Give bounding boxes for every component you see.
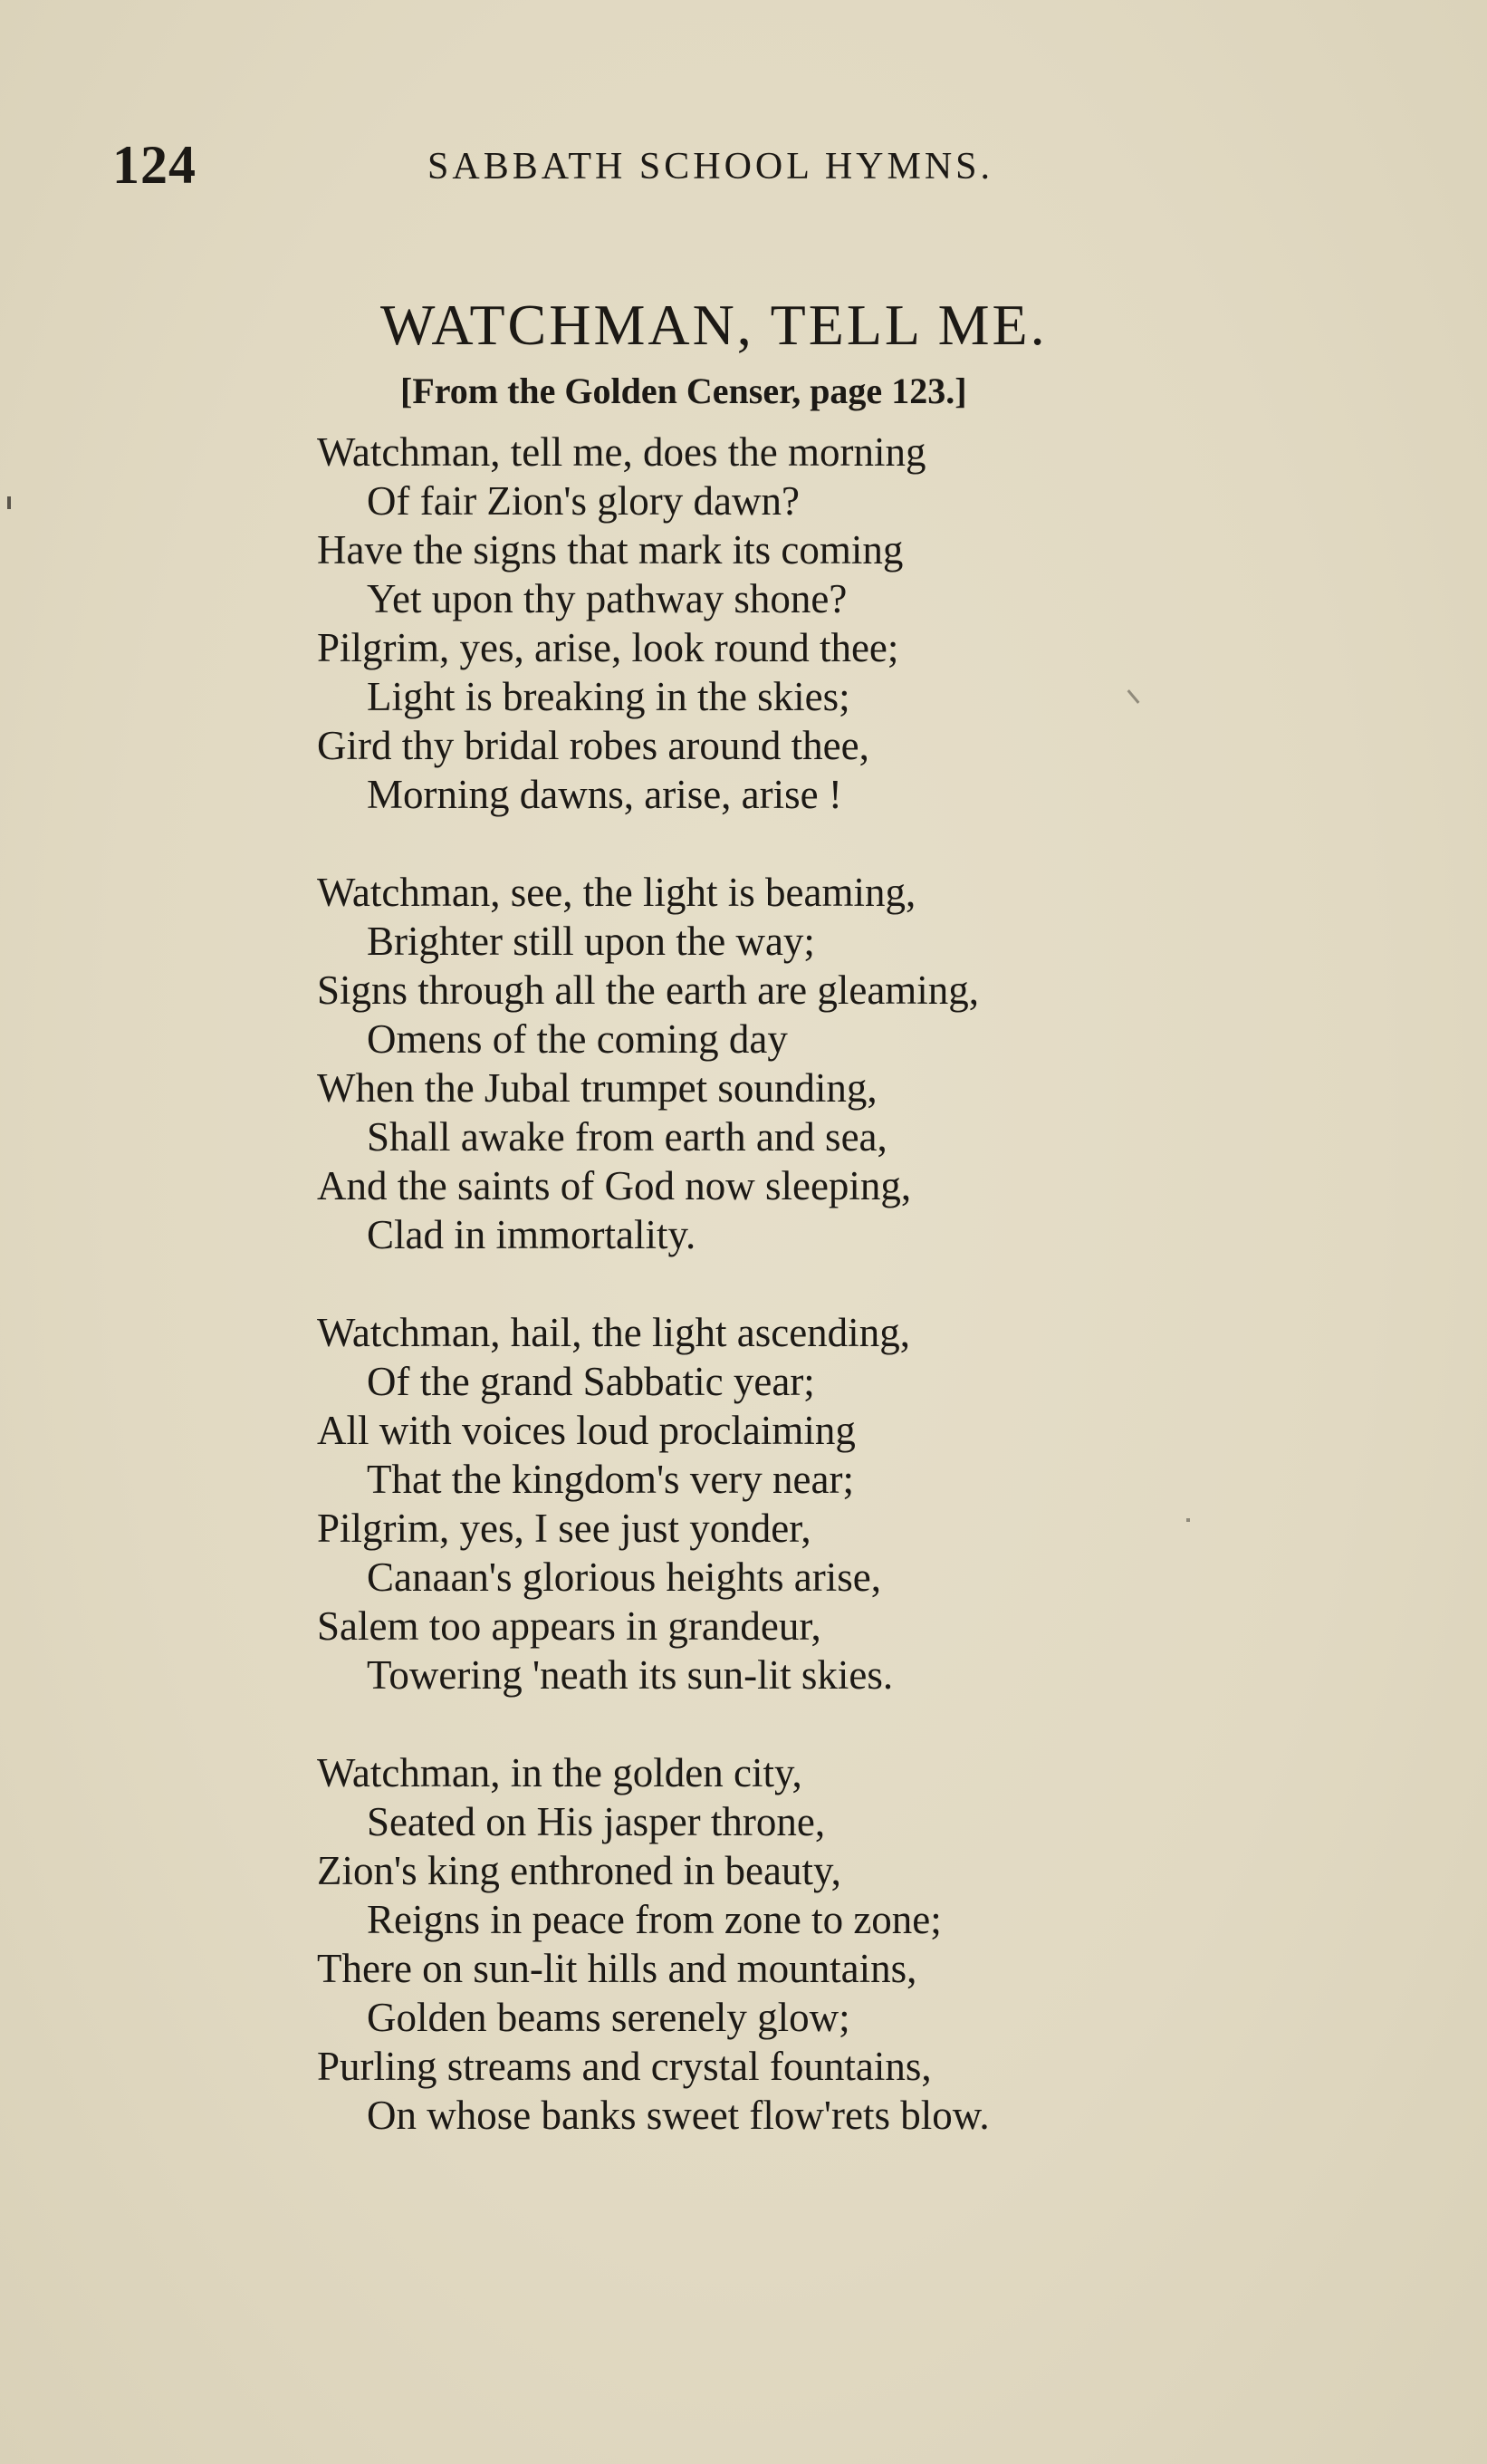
verse-line: Of the grand Sabbatic year; xyxy=(367,1359,815,1404)
verse-line: Reigns in peace from zone to zone; xyxy=(367,1897,942,1942)
verse-line: On whose banks sweet flow'rets blow. xyxy=(367,2093,990,2138)
verse-line: Clad in immortality. xyxy=(367,1212,696,1257)
stanza-3 xyxy=(317,1308,1404,1699)
hymn-source: [From the Golden Censer, page 123.] xyxy=(400,371,967,411)
verse-line: Watchman, hail, the light ascending, xyxy=(317,1310,910,1355)
verse-line: Watchman, in the golden city, xyxy=(317,1750,802,1795)
verse-line: Have the signs that mark its coming xyxy=(317,527,904,573)
verse-line: Morning dawns, arise, arise ! xyxy=(367,772,842,817)
verse-line: And the saints of God now sleeping, xyxy=(317,1163,912,1208)
verse-line: Of fair Zion's glory dawn? xyxy=(367,478,800,524)
verse-line: Shall awake from earth and sea, xyxy=(367,1114,887,1160)
hymn-body xyxy=(317,428,1404,2189)
verse-line: Watchman, see, the light is beaming, xyxy=(317,870,916,915)
hymn-title: WATCHMAN, TELL ME. xyxy=(380,293,1048,357)
verse-line: Canaan's glorious heights arise, xyxy=(367,1554,881,1600)
verse-line: Signs through all the earth are gleaming, xyxy=(317,967,980,1013)
verse-line: Pilgrim, yes, arise, look round thee; xyxy=(317,625,899,670)
verse-line: Watchman, tell me, does the morning xyxy=(317,429,926,475)
verse-line: All with voices loud proclaiming xyxy=(317,1408,856,1453)
verse-line: There on sun-lit hills and mountains, xyxy=(317,1946,917,1991)
verse-line: Yet upon thy pathway shone? xyxy=(367,576,848,621)
verse-line: Zion's king enthroned in beauty, xyxy=(317,1848,841,1893)
verse-line: Towering 'neath its sun-lit skies. xyxy=(367,1652,894,1698)
running-title: SABBATH SCHOOL HYMNS. xyxy=(427,146,994,188)
print-speck xyxy=(7,496,11,509)
verse-line: Golden beams serenely glow; xyxy=(367,1995,850,2040)
verse-line: Seated on His jasper throne, xyxy=(367,1799,826,1844)
stanza-2 xyxy=(317,868,1404,1259)
verse-line: That the kingdom's very near; xyxy=(367,1457,854,1502)
verse-line: Pilgrim, yes, I see just yonder, xyxy=(317,1506,811,1551)
verse-line: When the Jubal trumpet sounding, xyxy=(317,1065,878,1111)
verse-line: Salem too appears in grandeur, xyxy=(317,1603,821,1649)
stanza-1 xyxy=(317,428,1404,819)
verse-line: Brighter still upon the way; xyxy=(367,919,815,964)
verse-line: Purling streams and crystal fountains, xyxy=(317,2044,932,2089)
page-number: 124 xyxy=(112,135,197,195)
print-speck xyxy=(1186,1518,1190,1522)
verse-line: Light is breaking in the skies; xyxy=(367,674,850,719)
verse-line: Gird thy bridal robes around thee, xyxy=(317,723,869,768)
verse-line: Omens of the coming day xyxy=(367,1016,788,1062)
stanza-4 xyxy=(317,1748,1404,2140)
